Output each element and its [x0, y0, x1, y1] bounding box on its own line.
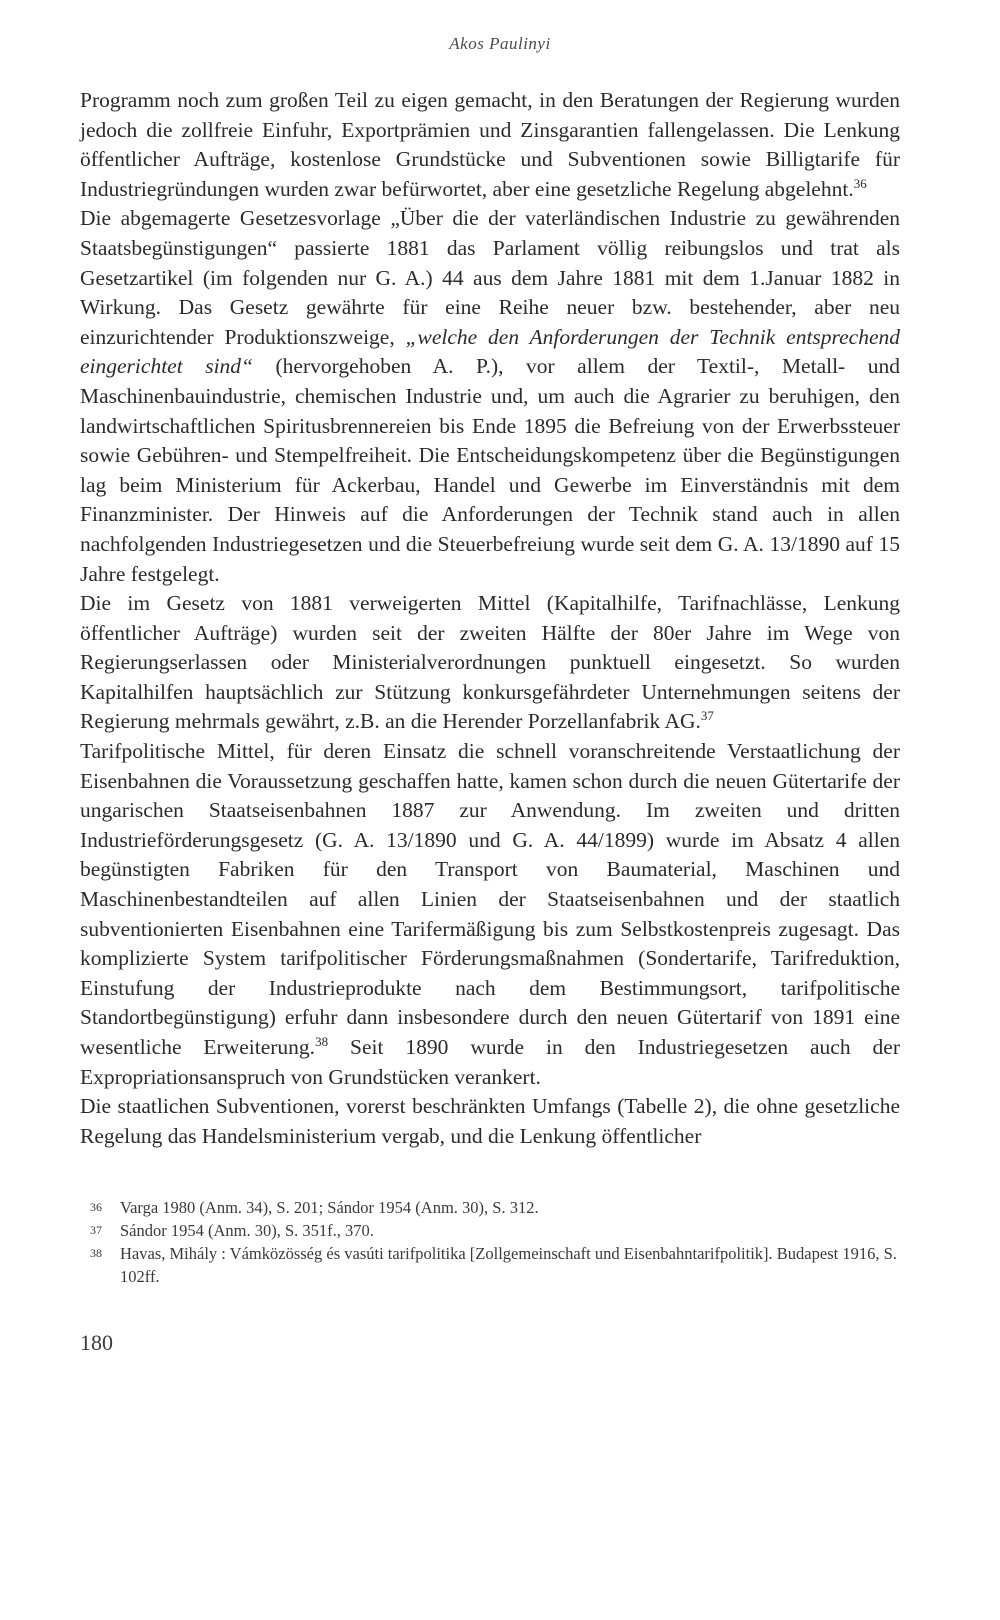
footnote-ref: 36 [853, 175, 867, 191]
paragraph-text: Die staatlichen Subventionen, vorerst beschränkten Umfangs (Tabelle 2), die ohne gesetzliche Regelung das Handelsministerium vergab, und die Lenkung öffentlicher [80, 1094, 900, 1148]
paragraph [80, 589, 900, 737]
paragraph-text: Die im Gesetz von 1881 verweigerten Mittel (Kapitalhilfe, Tarifnachlässe, Lenkung öffentlicher Aufträge) wurden seit der zweiten Hälfte der 80er Jahre im Wege von Regierungserlassen oder Ministerialverordnungen punktuell eingesetzt. So wurden Kapitalhilfen hauptsächlich zur Stützung konkursgefährdeter Unternehmungen seitens der Regierung mehrmals gewährt, z.B. an die Herender Porzellanfabrik AG. [80, 591, 900, 734]
paragraph [80, 737, 900, 1092]
footnote [80, 1242, 900, 1288]
page-number: 180 [80, 1330, 113, 1355]
paragraph-text: Die abgemagerte Gesetzesvorlage „Über die der vaterländischen Industrie zu gewährenden Staatsbegünstigungen“ passierte 1881 das Parlament völlig reibungslos und trat als Gesetzartikel (im folgenden nur G. A.) 44 aus dem Jahre 1881 mit dem 1.Januar 1882 in Wirkung. Das Gesetz gewährte für eine Reihe neuer bzw. bestehender, aber neu einzurichtender Produktionszweige, [80, 206, 900, 349]
footnote-text: Havas, Mihály : Vámközösség és vasúti tarifpolitika [Zollgemeinschaft und Eisenbahntarifpolitik]. Budapest 1916, S. 102ff. [120, 1244, 897, 1286]
footnote-ref: 37 [700, 708, 714, 724]
paragraph-text: Programm noch zum großen Teil zu eigen gemacht, in den Beratungen der Regierung wurden jedoch die zollfreie Einfuhr, Exportprämien und Zinsgarantien fallengelassen. Die Lenkung öffentlicher Aufträge, kostenlose Grundstücke und Subventionen sowie Billigtarife für Industriegründungen wurden zwar befürwortet, aber eine gesetzliche Regelung abgelehnt. [80, 88, 900, 201]
paragraph-text: (hervorgehoben A. P.), vor allem der Textil-, Metall- und Maschinenbauindustrie, chemischen Industrie und, um auch die Agrarier zu beruhigen, den landwirtschaftlichen Spiritusbrennereien bis Ende 1895 die Befreiung von der Erwerbssteuer sowie Gebühren- und Stempelfreiheit. Die Entscheidungskompetenz über die Begünstigungen lag beim Ministerium für Ackerbau, Handel und Gewerbe im Einverständnis mit dem Finanzminister. Der Hinweis auf die Anforderungen der Technik stand auch in allen nachfolgenden Industriegesetzen und die Steuerbefreiung wurde seit dem G. A. 13/1890 auf 15 Jahre festgelegt. [80, 354, 900, 586]
footnote-number: 37 [90, 1223, 102, 1237]
footnote-text: Varga 1980 (Anm. 34), S. 201; Sándor 1954 (Anm. 30), S. 312. [120, 1198, 539, 1217]
footnote [80, 1196, 900, 1219]
paragraph-text: Seit 1890 wurde in den Industriegesetzen auch der Expropriationsanspruch von Grundstücken verankert. [80, 1035, 900, 1089]
footnotes [80, 1196, 900, 1288]
footnote-text: Sándor 1954 (Anm. 30), S. 351f., 370. [120, 1221, 374, 1240]
paragraph [80, 86, 900, 204]
paragraph [80, 204, 900, 589]
footnote-number: 38 [90, 1246, 102, 1260]
running-head: Akos Paulinyi [449, 34, 551, 53]
footnote-number: 36 [90, 1200, 102, 1214]
footnote [80, 1219, 900, 1242]
footnote-ref: 38 [315, 1033, 329, 1049]
paragraph [80, 1092, 900, 1151]
paragraph-text: Tarifpolitische Mittel, für deren Einsatz die schnell voranschreitende Verstaatlichung der Eisenbahnen die Voraussetzung geschaffen hatte, kamen schon durch die neuen Gütertarife der ungarischen Staatseisenbahnen 1887 zur Anwendung. Im zweiten und dritten Industrieförderungsgesetz (G. A. 13/1890 und G. A. 44/1899) wurde im Absatz 4 allen begünstigten Fabriken für den Transport von Baumaterial, Maschinen und Maschinenbestandteilen auf allen Linien der Staatseisenbahnen und der staatlich subventionierten Eisenbahnen eine Tarifermäßigung bis zum Selbstkostenpreis zugesagt. Das komplizierte System tarifpolitischer Förderungsmaßnahmen (Sondertarife, Tarifreduktion, Einstufung der Industrieprodukte nach dem Bestimmungsort, tarifpolitische Standortbegünstigung) erfuhr dann insbesondere durch den neuen Gütertarif von 1891 eine wesentliche Erweiterung. [80, 739, 900, 1059]
body-text [80, 86, 900, 1151]
italic-quote: „welche den Anforderungen der Technik entsprechend eingerichtet sind“ [80, 324, 900, 379]
